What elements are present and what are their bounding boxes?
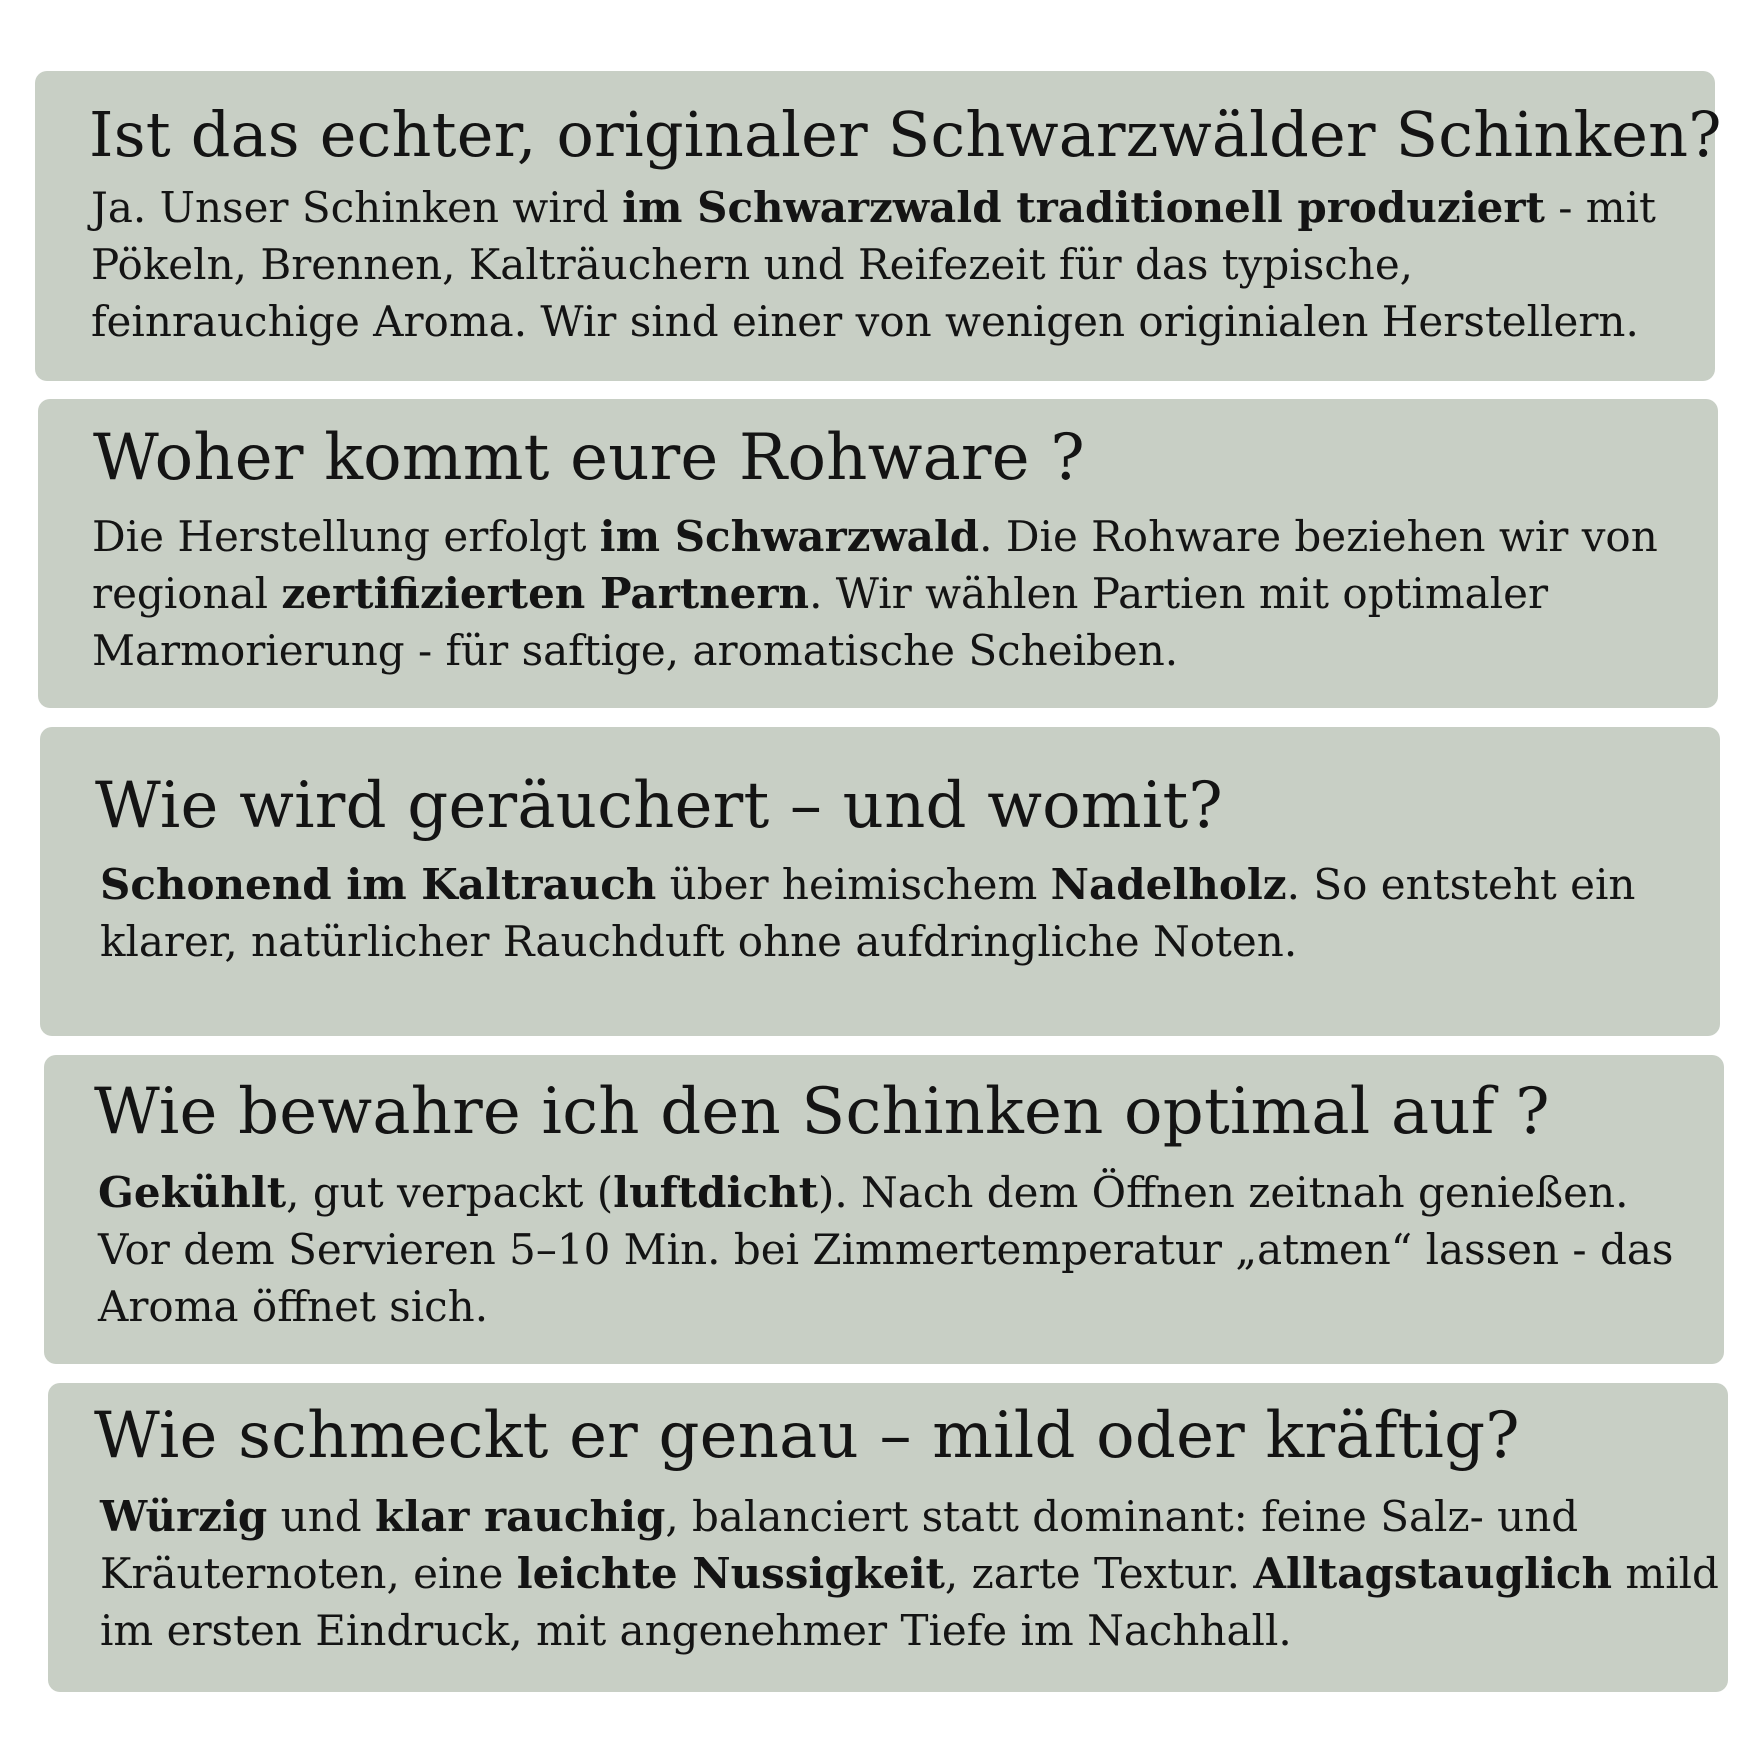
faq-question: Ist das echter, originaler Schwarzwälder Schinken? [89,98,1722,171]
faq-card [38,399,1718,708]
answer-line [98,1168,1628,1217]
faq-question: Woher kommt eure Rohware ? [93,421,1085,495]
answer-line [100,860,1635,909]
answer-text: , zarte Textur. [944,1549,1254,1598]
faq-card [40,727,1720,1036]
answer-text: regional [92,569,282,618]
faq-answer [91,179,1656,350]
answer-text: . Die Rohware beziehen wir von [979,512,1658,561]
faq-answer [98,1164,1673,1335]
answer-highlight: im Schwarzwald [599,512,980,561]
answer-line: klarer, natürlicher Rauchduft ohne aufdringliche Noten. [100,917,1298,966]
answer-line [100,1549,1719,1598]
faq-answer [100,1488,1719,1659]
answer-text: Ja. Unser Schinken wird [91,183,623,232]
answer-highlight: klar rauchig [375,1492,666,1541]
answer-text: , gut verpackt ( [286,1168,614,1217]
answer-highlight: luftdicht [613,1168,818,1217]
faq-answer [92,508,1658,679]
answer-text: ). Nach dem Öffnen zeitnah genießen. [817,1168,1629,1217]
answer-line [92,569,1548,618]
faq-card [35,71,1722,381]
answer-highlight: Gekühlt [98,1168,287,1217]
answer-line [92,512,1658,561]
answer-line [100,1492,1578,1541]
answer-text: und [267,1492,375,1541]
answer-highlight: Nadelholz [1050,860,1287,909]
faq-card [44,1055,1724,1364]
faq-answer [100,856,1635,970]
answer-highlight: Alltagstauglich [1253,1549,1613,1598]
answer-line: Marmorierung - für saftige, aromatische Scheiben. [92,626,1179,675]
answer-line: feinrauchige Aroma. Wir sind einer von wenigen originialen Herstellern. [91,297,1639,346]
answer-line: Vor dem Servieren 5–10 Min. bei Zimmertemperatur „atmen“ lassen - das [98,1225,1674,1274]
answer-text: Die Herstellung erfolgt [92,512,600,561]
answer-line: Aroma öffnet sich. [98,1282,489,1331]
answer-text: . So entsteht ein [1286,860,1636,909]
answer-text: mild [1612,1549,1719,1598]
faq-question: Wie wird geräuchert – und womit? [95,769,1223,843]
answer-text: . Wir wählen Partien mit optimaler [809,569,1549,618]
answer-text: über heimischem [656,860,1051,909]
answer-text: - mit [1544,183,1656,232]
answer-highlight: leichte Nussigkeit [516,1549,945,1598]
faq-question: Wie schmeckt er genau – mild oder kräftig? [94,1399,1520,1473]
answer-highlight: zertifizierten Partnern [281,569,810,618]
answer-line: Pökeln, Brennen, Kalträuchern und Reifezeit für das typische, [91,240,1414,289]
answer-line [91,183,1656,232]
answer-highlight: im Schwarzwald traditionell produziert [622,183,1545,232]
answer-line: im ersten Eindruck, mit angenehmer Tiefe im Nachhall. [100,1606,1292,1655]
answer-text: , balanciert statt dominant: feine Salz- und [665,1492,1579,1541]
answer-text: Kräuternoten, eine [100,1549,517,1598]
answer-highlight: Würzig [100,1492,268,1541]
faq-card [48,1383,1728,1692]
faq-question: Wie bewahre ich den Schinken optimal auf ? [94,1075,1550,1149]
answer-highlight: Schonend im Kaltrauch [100,860,657,909]
